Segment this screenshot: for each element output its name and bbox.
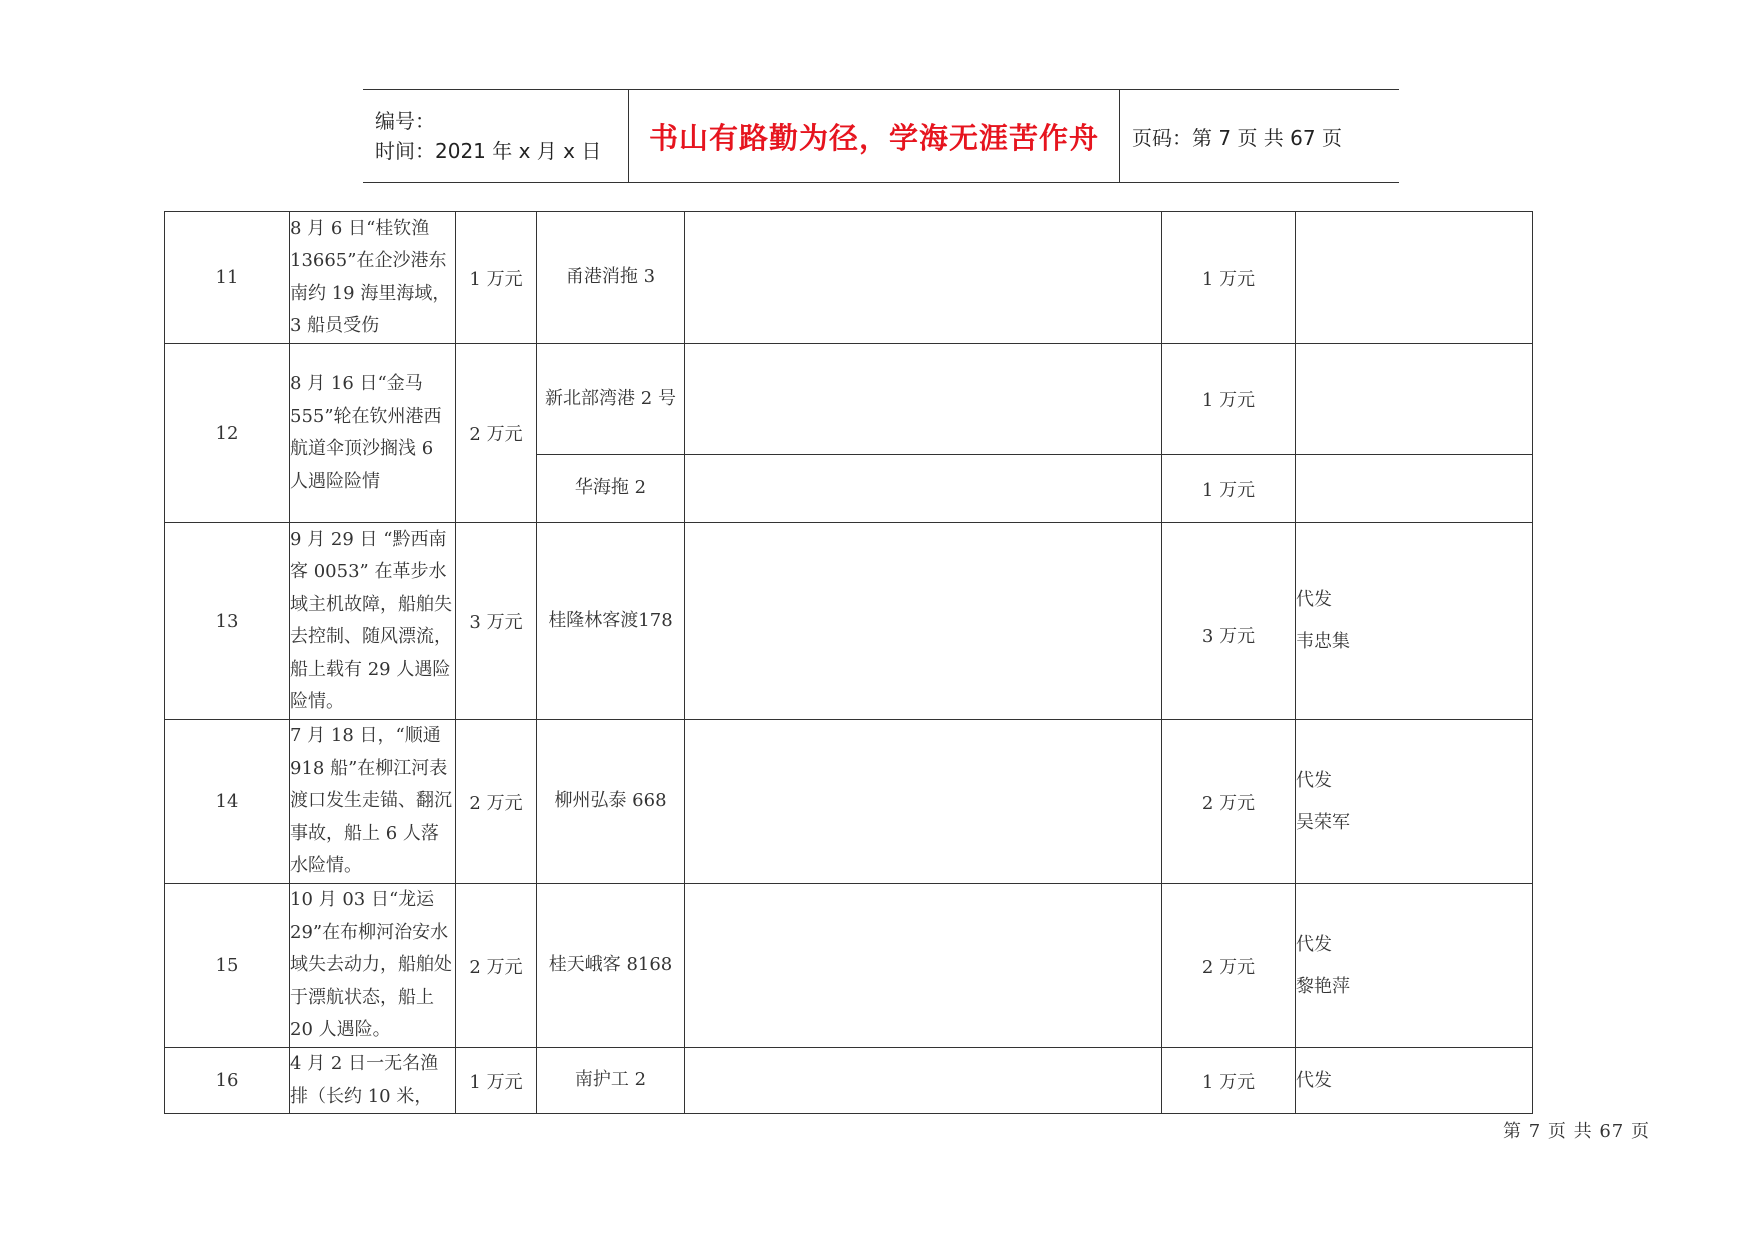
- reward-amount: 2 万元: [456, 720, 537, 884]
- payout-amount: 1 万元: [1162, 455, 1296, 523]
- row-number: 13: [165, 523, 290, 720]
- table-row: [165, 720, 1533, 884]
- payout-amount: 2 万元: [1162, 884, 1296, 1048]
- table-row: [165, 344, 1533, 455]
- row-number: 15: [165, 884, 290, 1048]
- table-row: [165, 212, 1533, 344]
- reward-table: [164, 211, 1533, 1114]
- incident-description: 9 月 29 日 “黔西南客 0053” 在革步水域主机故障，船舶失去控制、随风漂流，船上载有 29 人遇险险情。: [290, 523, 456, 720]
- header-motto: 书山有路勤为径，学海无涯苦作舟: [648, 120, 1099, 155]
- blank-cell: [685, 884, 1162, 1048]
- payout-amount: 3 万元: [1162, 523, 1296, 720]
- incident-description: 4 月 2 日一无名渔排（长约 10 米，: [290, 1048, 456, 1114]
- incident-description: 7 月 18 日，“顺通 918 船”在柳江河表渡口发生走锚、翻沉事故，船上 6 人落水险情。: [290, 720, 456, 884]
- blank-cell: [685, 523, 1162, 720]
- payout-amount: 1 万元: [1162, 1048, 1296, 1114]
- ship-name: 南护工 2: [537, 1048, 685, 1114]
- note-cell: [1296, 523, 1533, 720]
- incident-description: 10 月 03 日“龙运 29”在布柳河治安水域失去动力，船舶处于漂航状态，船上 20 人遇险。: [290, 884, 456, 1048]
- document-number-label: 编号：: [375, 109, 435, 133]
- header-meta: [363, 90, 628, 182]
- reward-amount: 1 万元: [456, 212, 537, 344]
- note-cell: [1296, 720, 1533, 884]
- table-row: [165, 884, 1533, 1048]
- payout-amount: 2 万元: [1162, 720, 1296, 884]
- blank-cell: [685, 344, 1162, 455]
- row-number: 12: [165, 344, 290, 523]
- ship-name: 华海拖 2: [537, 455, 685, 523]
- payout-amount: 1 万元: [1162, 344, 1296, 455]
- page-header: [363, 89, 1399, 183]
- ship-name: 新北部湾港 2 号: [537, 344, 685, 455]
- note-line-2: 黎艳萍: [1296, 975, 1350, 997]
- reward-amount: 2 万元: [456, 884, 537, 1048]
- page-footer: 第 7 页 共 67 页: [1503, 1121, 1650, 1142]
- row-number: 11: [165, 212, 290, 344]
- header-motto-cell: [628, 90, 1120, 182]
- incident-description: 8 月 6 日“桂钦渔 13665”在企沙港东南约 19 海里海域，3 船员受伤: [290, 212, 456, 344]
- ship-name: 桂隆林客渡178: [537, 523, 685, 720]
- note-cell: [1296, 884, 1533, 1048]
- row-number: 14: [165, 720, 290, 884]
- reward-amount: 3 万元: [456, 523, 537, 720]
- ship-name: 甬港消拖 3: [537, 212, 685, 344]
- ship-name: 桂天峨客 8168: [537, 884, 685, 1048]
- blank-cell: [685, 720, 1162, 884]
- table-row: [165, 1048, 1533, 1114]
- row-number: 16: [165, 1048, 290, 1114]
- table-row: [165, 523, 1533, 720]
- note-line-1: 代发: [1296, 769, 1332, 791]
- note-cell: [1296, 344, 1533, 455]
- reward-amount: 1 万元: [456, 1048, 537, 1114]
- payout-amount: 1 万元: [1162, 212, 1296, 344]
- incident-description: 8 月 16 日“金马 555”轮在钦州港西航道伞顶沙搁浅 6 人遇险险情: [290, 344, 456, 523]
- note-cell: [1296, 212, 1533, 344]
- note-line-1: 代发: [1296, 1069, 1332, 1091]
- note-line-2: 吴荣军: [1296, 811, 1350, 833]
- note-cell: [1296, 1048, 1533, 1114]
- document-time-label: 时间：2021 年 x 月 x 日: [375, 139, 602, 163]
- blank-cell: [685, 212, 1162, 344]
- header-page-info-cell: [1120, 90, 1399, 182]
- blank-cell: [685, 455, 1162, 523]
- header-page-info: 页码：第 7 页 共 67 页: [1132, 125, 1342, 150]
- reward-amount: 2 万元: [456, 344, 537, 523]
- note-line-1: 代发: [1296, 933, 1332, 955]
- blank-cell: [685, 1048, 1162, 1114]
- note-cell: [1296, 455, 1533, 523]
- note-line-2: 韦忠集: [1296, 631, 1350, 652]
- note-line-1: 代发: [1296, 589, 1332, 610]
- ship-name: 柳州弘泰 668: [537, 720, 685, 884]
